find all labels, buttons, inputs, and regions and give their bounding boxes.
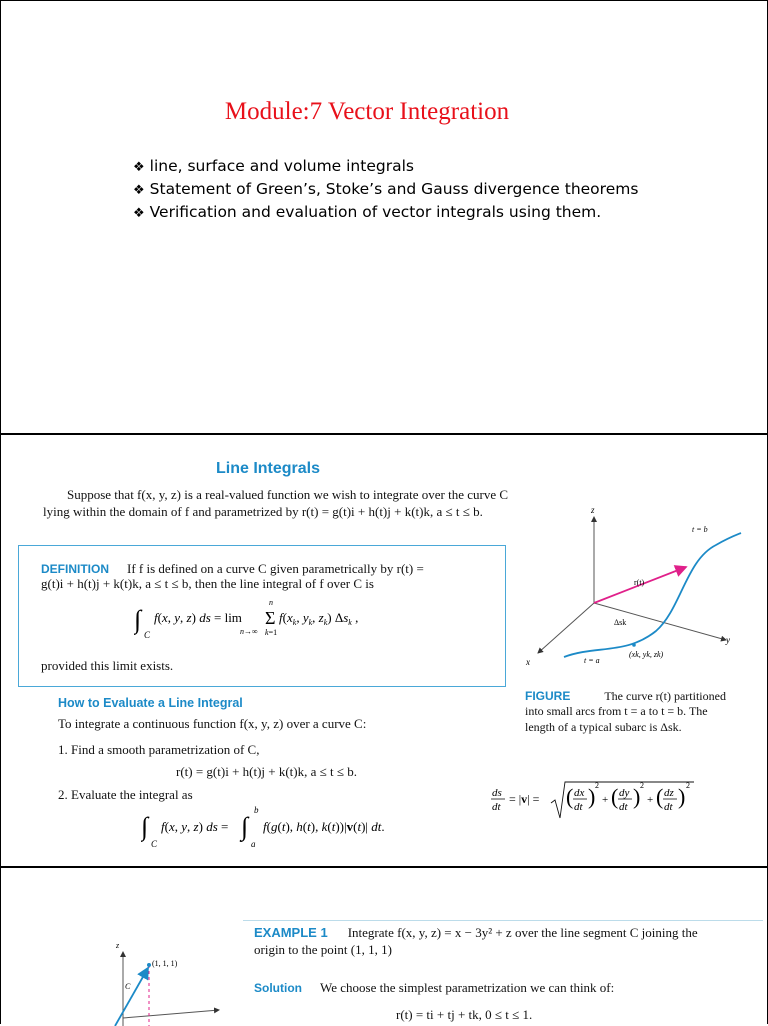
z-label: z (116, 941, 120, 950)
y-axis (123, 1010, 219, 1018)
slide-2 (0, 433, 768, 866)
divider (243, 920, 763, 921)
svg-text:dx: dx (574, 787, 585, 799)
svg-text:+: + (602, 794, 609, 806)
svg-text:+: + (647, 794, 654, 806)
integral-sign: ∫ (241, 812, 249, 841)
svg-text:k=1: k=1 (265, 628, 278, 637)
definition-line-1: If f is defined on a curve C given parametrically by r(t) = (127, 561, 424, 576)
step-2: 2. Evaluate the integral as (58, 787, 193, 802)
svg-text:2: 2 (686, 781, 690, 790)
figure-caption-2: into small arcs from t = a to t = b. The (525, 704, 708, 718)
svg-text:f(x, y, z) ds =: f(x, y, z) ds = (161, 819, 229, 834)
figure-caption-1: The curve r(t) partitioned (604, 689, 726, 703)
bullet-item: ❖ Verification and evaluation of vector integrals using them. (133, 203, 602, 221)
tb-label: t = b (692, 525, 708, 534)
intro-line-1: Suppose that f(x, y, z) is a real-valued function we wish to integrate over the curve C (67, 487, 509, 502)
sum-sign: Σ (265, 608, 276, 628)
bullet-list (133, 157, 638, 226)
y-label: y (726, 635, 730, 645)
figure-caption-3: length of a typical subarc is Δsk. (525, 720, 682, 734)
svg-text:C: C (144, 630, 151, 640)
figure-label: FIGURE (525, 689, 571, 703)
svg-text:ds: ds (492, 787, 502, 799)
slide-title: Module:7 Vector Integration (224, 98, 510, 125)
rt-label: r(t) (634, 578, 645, 587)
endpoint (147, 963, 151, 967)
ta-label: t = a (584, 656, 600, 665)
bullet-item: ❖ line, surface and volume integrals (133, 157, 414, 175)
slide-1 (0, 0, 768, 433)
svg-text:a: a (251, 839, 256, 849)
svg-text:): ) (678, 784, 686, 809)
diamond-bullet-icon: ❖ (133, 160, 145, 175)
curve-point (632, 643, 636, 647)
z-label: z (591, 505, 595, 515)
svg-text:n: n (269, 598, 273, 607)
svg-text:dt: dt (619, 801, 628, 813)
speed-formula (489, 778, 709, 824)
definition-label: DEFINITION (41, 562, 109, 576)
integral-sign: ∫ (134, 605, 142, 634)
svg-text:(: ( (566, 784, 574, 809)
svg-text:f(xk, yk, zk) Δsk ,: $f(x_k$, $y_k$, $z_k$) $\Delta s_k$ , (279, 610, 359, 627)
definition-formula (134, 598, 384, 644)
bullet-item: ❖ Statement of Green’s, Stoke’s and Gauss divergence theorems (133, 180, 639, 198)
step-1: 1. Find a smooth parametrization of C, (58, 742, 260, 757)
svg-text:dz: dz (664, 787, 674, 799)
solution-text: We choose the simplest parametrization we can think of: (320, 980, 615, 995)
svg-text:dy: dy (619, 787, 630, 799)
c-label: C (125, 982, 131, 991)
provided-text: provided this limit exists. (41, 658, 174, 673)
solution-label: Solution (254, 981, 302, 995)
diamond-bullet-icon: ❖ (133, 206, 145, 221)
example-line-1: Integrate f(x, y, z) = x − 3y² + z over the line segment C joining the (347, 925, 698, 940)
segment-figure (101, 938, 231, 1026)
how-heading: How to Evaluate a Line Integral (58, 696, 243, 710)
step-1-formula: r(t) = g(t)i + h(t)j + k(t)k, a ≤ t ≤ b. (176, 764, 358, 779)
svg-text:dt: dt (574, 801, 583, 813)
how-intro: To integrate a continuous function f(x, y, z) over a curve C: (58, 716, 367, 731)
diamond-bullet-icon: ❖ (133, 183, 145, 198)
section-heading: Line Integrals (216, 460, 321, 477)
svg-text:C: C (151, 839, 158, 849)
point-label: (xk, yk, zk) (629, 650, 664, 659)
svg-text:(: ( (656, 784, 664, 809)
point-label: (1, 1, 1) (152, 959, 178, 968)
x-label: x (526, 657, 530, 667)
svg-text:n→∞: n→∞ (240, 627, 258, 636)
svg-text:f(g(t), h(t), k(t))|v(t)| dt.: f(g(t), h(t), k(t))|v(t)| dt. (263, 819, 385, 834)
example-line-2: origin to the point (1, 1, 1) (254, 942, 392, 957)
integral-sign: ∫ (141, 812, 149, 841)
svg-text:dt: dt (492, 801, 501, 813)
intro-line-2: lying within the domain of f and parametrized by r(t) = g(t)i + h(t)j + k(t)k, a ≤ t ≤ b. (43, 504, 483, 519)
curve-figure (516, 505, 756, 675)
svg-text:2: 2 (640, 781, 644, 790)
svg-text:f(x, y, z) ds = lim: f(x, y, z) ds = lim (154, 610, 242, 625)
def-formula-render (134, 598, 394, 646)
ds-label: Δsk (614, 618, 627, 627)
definition-line-2: g(t)i + h(t)j + k(t)k, a ≤ t ≤ b, then the line integral of f over C is (41, 576, 374, 591)
svg-text:(: ( (611, 784, 619, 809)
x-axis (538, 603, 594, 653)
svg-text:): ) (633, 784, 641, 809)
curve-c (564, 533, 741, 657)
svg-text:2: 2 (595, 781, 599, 790)
svg-text:): ) (588, 784, 596, 809)
svg-text:= |v| =: = |v| = (509, 792, 540, 806)
example-label: EXAMPLE 1 (254, 925, 328, 940)
svg-text:dt: dt (664, 801, 673, 813)
svg-text:b: b (254, 805, 259, 815)
step-2-formula (141, 803, 431, 853)
parametrization: r(t) = ti + tj + tk, 0 ≤ t ≤ 1. (396, 1007, 533, 1022)
definition-box (18, 545, 506, 687)
slide-3 (0, 866, 768, 1024)
